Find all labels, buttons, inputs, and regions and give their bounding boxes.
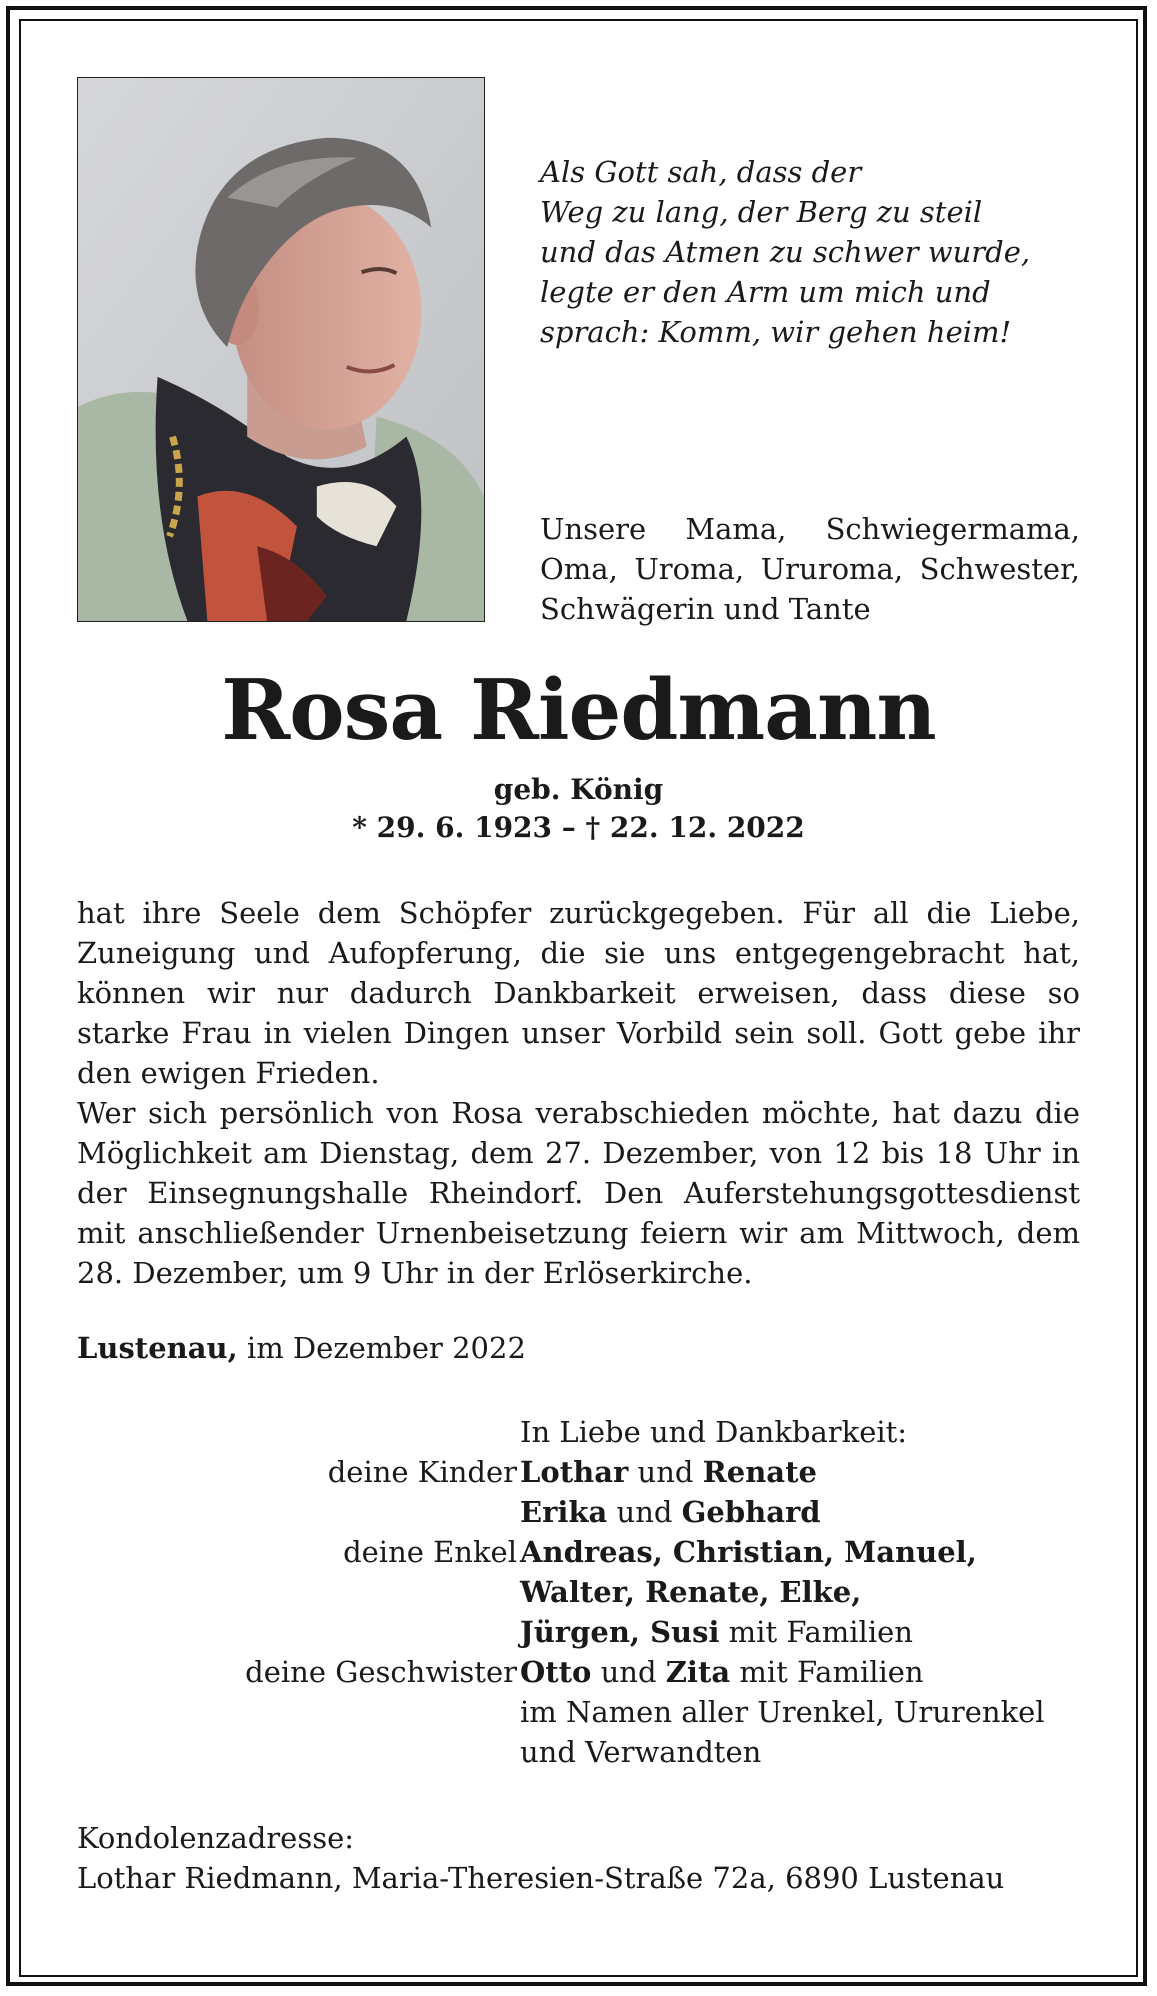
deceased-name: Rosa Riedmann bbox=[221, 661, 936, 759]
family-name: Gebhard bbox=[681, 1495, 821, 1529]
place: Lustenau, bbox=[77, 1331, 238, 1365]
family-connector: mit Familien bbox=[719, 1615, 913, 1649]
relations-line: Unsere Mama, Schwiegermama, bbox=[540, 512, 1080, 546]
date: im Dezember 2022 bbox=[237, 1331, 526, 1365]
family-intro: In Liebe und Dankbarkeit: bbox=[520, 1415, 908, 1449]
portrait-photo bbox=[77, 77, 485, 622]
body-paragraph: hat ihre Seele dem Schöpfer zurückgegeben. Für all die Liebe, Zuneigung und Aufopferung, die sie uns entgegengebracht hat, können wir nur dadurch Dankbarkeit erweisen, dass diese so starke Frau in vielen Dingen unser Vorbild sein soll. Gott gebe ihr den ewigen Frieden. bbox=[77, 896, 1080, 1090]
family-row bbox=[77, 1452, 1080, 1492]
family-name: Renate bbox=[702, 1455, 817, 1489]
family-name: Jürgen, Susi bbox=[520, 1615, 720, 1649]
family-row bbox=[77, 1572, 1080, 1612]
condolence-address bbox=[77, 1818, 1004, 1898]
poem-line: sprach: Komm, wir gehen heim! bbox=[540, 315, 1012, 349]
condolence-label: Kondolenzadresse: bbox=[77, 1821, 355, 1855]
family-row bbox=[77, 1652, 1080, 1692]
family-row bbox=[77, 1412, 1080, 1452]
body-paragraph: Wer sich persönlich von Rosa verabschieden möchte, hat dazu die Möglichkeit am Dienstag, dem 27. Dezember, von 12 bis 18 Uhr in der Einsegnungshalle Rheindorf. Den Auferstehungsgottesdienst mit anschließender Urnenbeisetzung feiern wir am Mittwoch, dem 28. Dezember, um 9 Uhr in der Erlöserkirche. bbox=[77, 1096, 1080, 1290]
condolence-line: Lothar Riedmann, Maria-Theresien-Straße 72a, 6890 Lustenau bbox=[77, 1861, 1005, 1895]
poem bbox=[540, 152, 1100, 352]
life-dates: * 29. 6. 1923 – † 22. 12. 2022 bbox=[352, 811, 805, 844]
relations-line: Oma, Uroma, Ururoma, Schwester, bbox=[540, 552, 1080, 586]
family-name: Lothar bbox=[520, 1455, 629, 1489]
family-closing: und Verwandten bbox=[520, 1735, 762, 1769]
poem-line: Als Gott sah, dass der bbox=[540, 155, 862, 189]
relations-line: Schwägerin und Tante bbox=[540, 592, 871, 626]
family-connector: und bbox=[628, 1455, 703, 1489]
relations-text bbox=[540, 509, 1080, 629]
children-label: deine Kinder bbox=[327, 1455, 517, 1489]
announcement-body bbox=[77, 893, 1080, 1293]
portrait-illustration bbox=[78, 78, 484, 621]
family-row bbox=[77, 1492, 1080, 1532]
poem-line: Weg zu lang, der Berg zu steil bbox=[540, 195, 983, 229]
family-name: Otto bbox=[520, 1655, 592, 1689]
family-row bbox=[77, 1732, 1080, 1772]
family-connector: und bbox=[591, 1655, 666, 1689]
siblings-label: deine Geschwister bbox=[245, 1655, 517, 1689]
family-name: Zita bbox=[665, 1655, 731, 1689]
family-row bbox=[77, 1612, 1080, 1652]
family-name: Walter, Renate, Elke, bbox=[520, 1575, 862, 1609]
family-closing: im Namen aller Urenkel, Ururenkel bbox=[520, 1695, 1045, 1729]
family-list bbox=[77, 1412, 1080, 1772]
family-row bbox=[77, 1532, 1080, 1572]
family-name: Andreas, Christian, Manuel, bbox=[520, 1535, 977, 1569]
grandchildren-label: deine Enkel bbox=[343, 1535, 517, 1569]
place-date bbox=[77, 1328, 526, 1368]
maiden-name: geb. König bbox=[493, 773, 664, 806]
family-connector: mit Familien bbox=[730, 1655, 924, 1689]
family-connector: und bbox=[607, 1495, 682, 1529]
poem-line: und das Atmen zu schwer wurde, bbox=[540, 235, 1031, 269]
family-row bbox=[77, 1692, 1080, 1732]
poem-line: legte er den Arm um mich und bbox=[540, 275, 991, 309]
family-name: Erika bbox=[520, 1495, 608, 1529]
